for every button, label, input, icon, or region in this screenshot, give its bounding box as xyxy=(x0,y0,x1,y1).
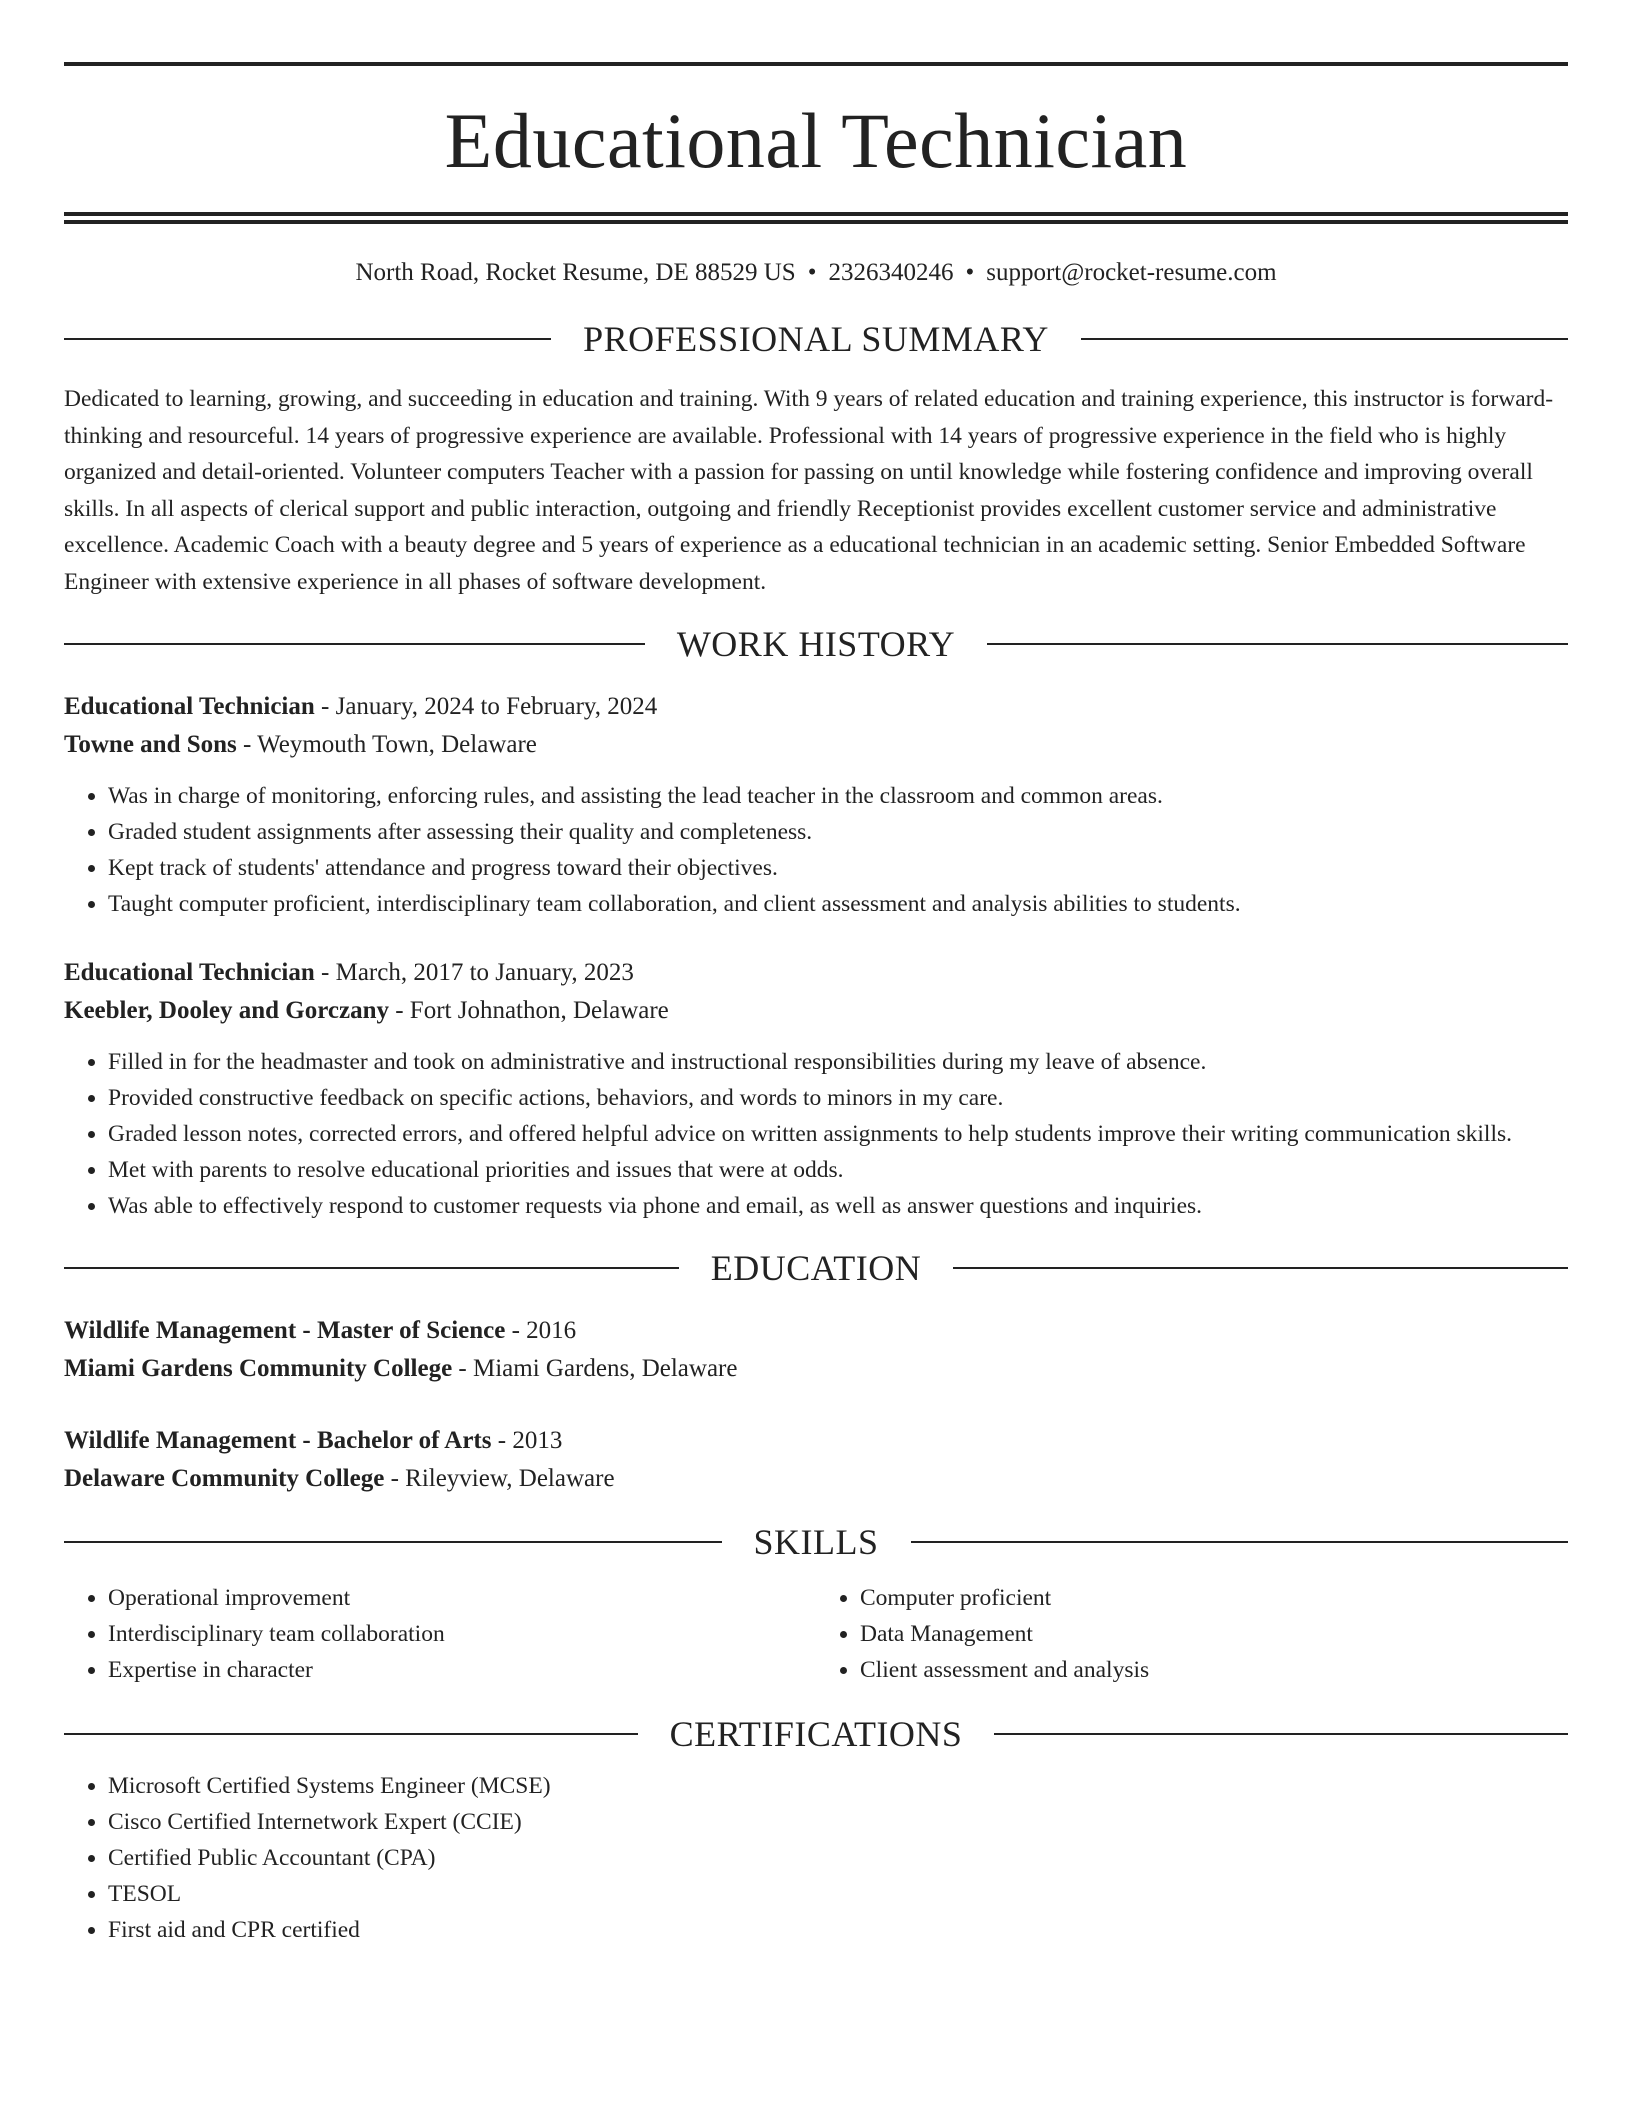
list-item: • Filled in for the headmaster and took on administrative and instructional responsibilities during my leave of absence. xyxy=(108,1044,1568,1080)
school-location: - Rileyview, Delaware xyxy=(384,1465,615,1492)
list-item: • Met with parents to resolve educational priorities and issues that were at odds. xyxy=(108,1152,1568,1188)
job-entry xyxy=(64,688,1568,922)
section-header-work xyxy=(64,624,1568,664)
degree-year: - 2013 xyxy=(491,1427,563,1454)
degree-line xyxy=(64,1422,1568,1460)
list-item: • Cisco Certified Internetwork Expert (CCIE) xyxy=(108,1804,1568,1840)
job-company-line xyxy=(64,992,1568,1030)
job-bullets xyxy=(64,1044,1568,1224)
job-entry xyxy=(64,954,1568,1224)
section-rule xyxy=(64,1267,679,1269)
candidate-name: Educational Technician xyxy=(444,97,1188,184)
job-dates: - January, 2024 to February, 2024 xyxy=(314,693,658,720)
job-title-line xyxy=(64,688,1568,726)
list-item: • Microsoft Certified Systems Engineer (MCSE) xyxy=(108,1768,1568,1804)
section-rule xyxy=(994,1733,1568,1735)
contact-line xyxy=(64,260,1568,285)
degree-line xyxy=(64,1312,1568,1350)
school-location: - Miami Gardens, Delaware xyxy=(452,1355,738,1382)
education-entry xyxy=(64,1312,1568,1388)
degree: Wildlife Management - Master of Science xyxy=(64,1317,506,1344)
job-title: Educational Technician xyxy=(64,693,315,720)
list-item: • Data Management xyxy=(860,1616,1568,1652)
list-item: • Certified Public Accountant (CPA) xyxy=(108,1840,1568,1876)
section-header-skills xyxy=(64,1522,1568,1562)
job-title-line xyxy=(64,954,1568,992)
section-title: CERTIFICATIONS xyxy=(669,1714,963,1754)
job-company: Towne and Sons xyxy=(64,731,237,758)
list-item: • Client assessment and analysis xyxy=(860,1652,1568,1688)
section-rule xyxy=(953,1267,1568,1269)
section-title: PROFESSIONAL SUMMARY xyxy=(583,319,1049,359)
degree: Wildlife Management - Bachelor of Arts xyxy=(64,1427,492,1454)
section-title: WORK HISTORY xyxy=(676,624,956,664)
list-item: • Graded student assignments after assessing their quality and completeness. xyxy=(108,814,1568,850)
separator: • xyxy=(965,259,975,286)
school-line xyxy=(64,1350,1568,1388)
skills-list-right xyxy=(816,1580,1568,1688)
job-company: Keebler, Dooley and Gorczany xyxy=(64,997,389,1024)
school: Delaware Community College xyxy=(64,1465,385,1492)
section-rule xyxy=(64,338,551,340)
section-rule xyxy=(64,1733,638,1735)
summary-text: Dedicated to learning, growing, and succeeding in education and training. With 9 years of related education and training experience, this instructor is forward-thinking and resourceful. 14 years of progressive experience are available. Professional with 14 years of progressive experience in the field who is highly organized and detail-oriented. Volunteer computers Teacher with a passion for passing on until knowledge while fostering confidence and improving overall skills. In all aspects of clerical support and public interaction, outgoing and friendly Receptionist provides excellent customer service and administrative excellence. Academic Coach with a beauty degree and 5 years of experience as a educational technician in an academic setting. Senior Embedded Software Engineer with extensive experience in all phases of software development. xyxy=(64,386,1554,595)
address: North Road, Rocket Resume, DE 88529 US xyxy=(355,259,796,286)
job-location: - Fort Johnathon, Delaware xyxy=(388,997,669,1024)
education-entry xyxy=(64,1422,1568,1498)
list-item: • Taught computer proficient, interdisciplinary team collaboration, and client assessment and analysis abilities to students. xyxy=(108,886,1568,922)
phone[interactable]: 2326340246 xyxy=(828,259,954,286)
section-rule xyxy=(911,1541,1569,1543)
email[interactable]: support@rocket-resume.com xyxy=(986,259,1277,286)
section-header-summary xyxy=(64,319,1568,359)
section-rule xyxy=(64,1541,722,1543)
section-header-certifications xyxy=(64,1714,1568,1754)
list-item: • Provided constructive feedback on specific actions, behaviors, and words to minors in my care. xyxy=(108,1080,1568,1116)
school-line xyxy=(64,1460,1568,1498)
skills-grid xyxy=(64,1580,1568,1688)
separator: • xyxy=(807,259,817,286)
list-item: • Graded lesson notes, corrected errors, and offered helpful advice on written assignments to help students improve their writing communication skills. xyxy=(108,1116,1568,1152)
certifications-list xyxy=(64,1768,1568,1948)
section-header-education xyxy=(64,1248,1568,1288)
job-company-line xyxy=(64,726,1568,764)
job-title: Educational Technician xyxy=(64,959,315,986)
list-item: • Was able to effectively respond to customer requests via phone and email, as well as answer questions and inquiries. xyxy=(108,1188,1568,1224)
school: Miami Gardens Community College xyxy=(64,1355,453,1382)
section-rule xyxy=(64,643,645,645)
skills-list-left xyxy=(64,1580,816,1688)
top-rule xyxy=(64,62,1568,66)
list-item: • Kept track of students' attendance and progress toward their objectives. xyxy=(108,850,1568,886)
job-location: - Weymouth Town, Delaware xyxy=(236,731,537,758)
list-item: • Expertise in character xyxy=(108,1652,816,1688)
section-title: SKILLS xyxy=(753,1522,879,1562)
section-rule xyxy=(987,643,1568,645)
list-item: • First aid and CPR certified xyxy=(108,1912,1568,1948)
list-item: • Computer proficient xyxy=(860,1580,1568,1616)
list-item: • Operational improvement xyxy=(108,1580,816,1616)
section-rule xyxy=(1081,338,1568,340)
list-item: • Was in charge of monitoring, enforcing rules, and assisting the lead teacher in the classroom and common areas. xyxy=(108,778,1568,814)
job-bullets xyxy=(64,778,1568,922)
double-rule xyxy=(64,212,1568,224)
list-item: • Interdisciplinary team collaboration xyxy=(108,1616,816,1652)
list-item: • TESOL xyxy=(108,1876,1568,1912)
degree-year: - 2016 xyxy=(505,1317,577,1344)
section-title: EDUCATION xyxy=(710,1248,922,1288)
job-dates: - March, 2017 to January, 2023 xyxy=(314,959,634,986)
